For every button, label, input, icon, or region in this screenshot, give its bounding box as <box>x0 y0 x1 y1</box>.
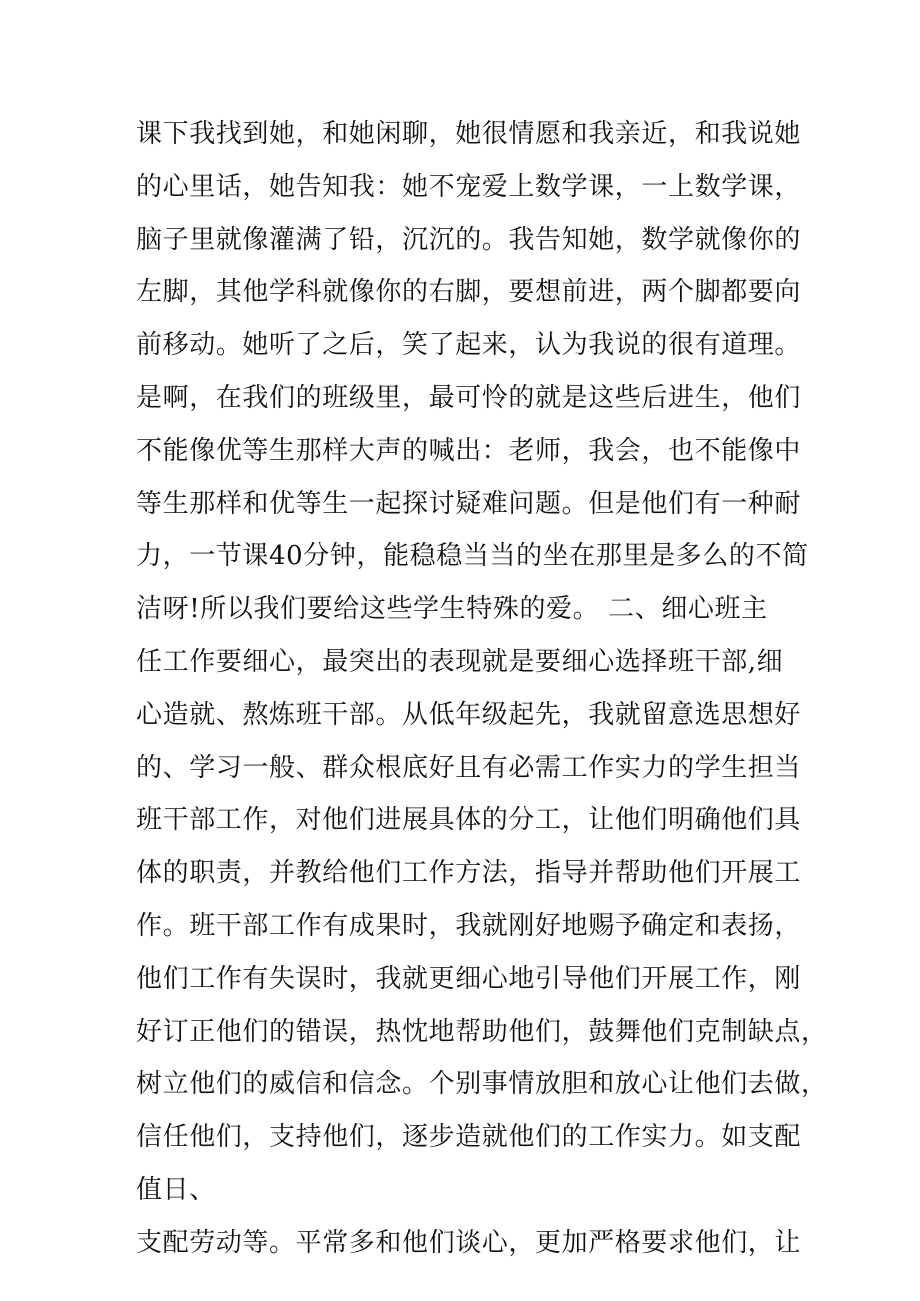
text-line: 不能像优等生那样大声的喊出：老师，我会，也不能像中 <box>136 435 802 466</box>
text-line: 信任他们，支持他们，逐步造就他们的工作实力。如支配 <box>136 1122 802 1153</box>
text-line: 前移动。她听了之后，笑了起来，认为我说的很有道理。 <box>136 330 802 361</box>
text-line: 心造就、熬炼班干部。从低年级起先，我就留意选思想好 <box>136 699 802 730</box>
text-line: 班干部工作，对他们进展具体的分工，让他们明确他们具 <box>136 805 802 836</box>
text-line: 作。班干部工作有成果时，我就刚好地赐予确定和表扬， <box>136 910 802 941</box>
text-line: 体的职责，并教给他们工作方法，指导并帮助他们开展工 <box>136 858 802 889</box>
text-line: 任工作要细心，最突出的表现就是要细心选择班干部,细 <box>136 646 784 677</box>
text-line: 树立他们的威信和信念。个别事情放胆和放心让他们去做， <box>136 1069 828 1100</box>
text-line: 课下我找到她，和她闲聊，她很情愿和我亲近，和我说她 <box>136 119 802 149</box>
text-line: 的心里话，她告知我：她不宠爱上数学课，一上数学课， <box>136 171 802 202</box>
text-line: 的、学习一般、群众根底好且有必需工作实力的学生担当 <box>136 752 802 783</box>
text-line: 好订正他们的错误，热忱地帮助他们，鼓舞他们克制缺点， <box>136 1016 828 1047</box>
text-line: 是啊，在我们的班级里，最可怜的就是这些后进生，他们 <box>136 382 802 413</box>
text-line: 左脚，其他学科就像你的右脚，要想前进，两个脚都要向 <box>136 277 802 308</box>
text-line: 支配劳动等。平常多和他们谈心，更加严格要求他们，让 <box>136 1227 802 1258</box>
text-line: 力，一节课40分钟，能稳稳当当的坐在那里是多么的不简 <box>136 541 809 572</box>
text-line: 值日、 <box>136 1174 216 1205</box>
body-text <box>136 108 828 1270</box>
text-line: 洁呀!所以我们要给这些学生特殊的爱。 二、细心班主 <box>136 594 768 625</box>
text-line: 等生那样和优等生一起探讨疑难问题。但是他们有一种耐 <box>136 488 802 519</box>
text-line: 他们工作有失误时，我就更细心地引导他们开展工作，刚 <box>136 963 802 994</box>
text-line: 脑子里就像灌满了铅，沉沉的。我告知她，数学就像你的 <box>136 224 802 255</box>
